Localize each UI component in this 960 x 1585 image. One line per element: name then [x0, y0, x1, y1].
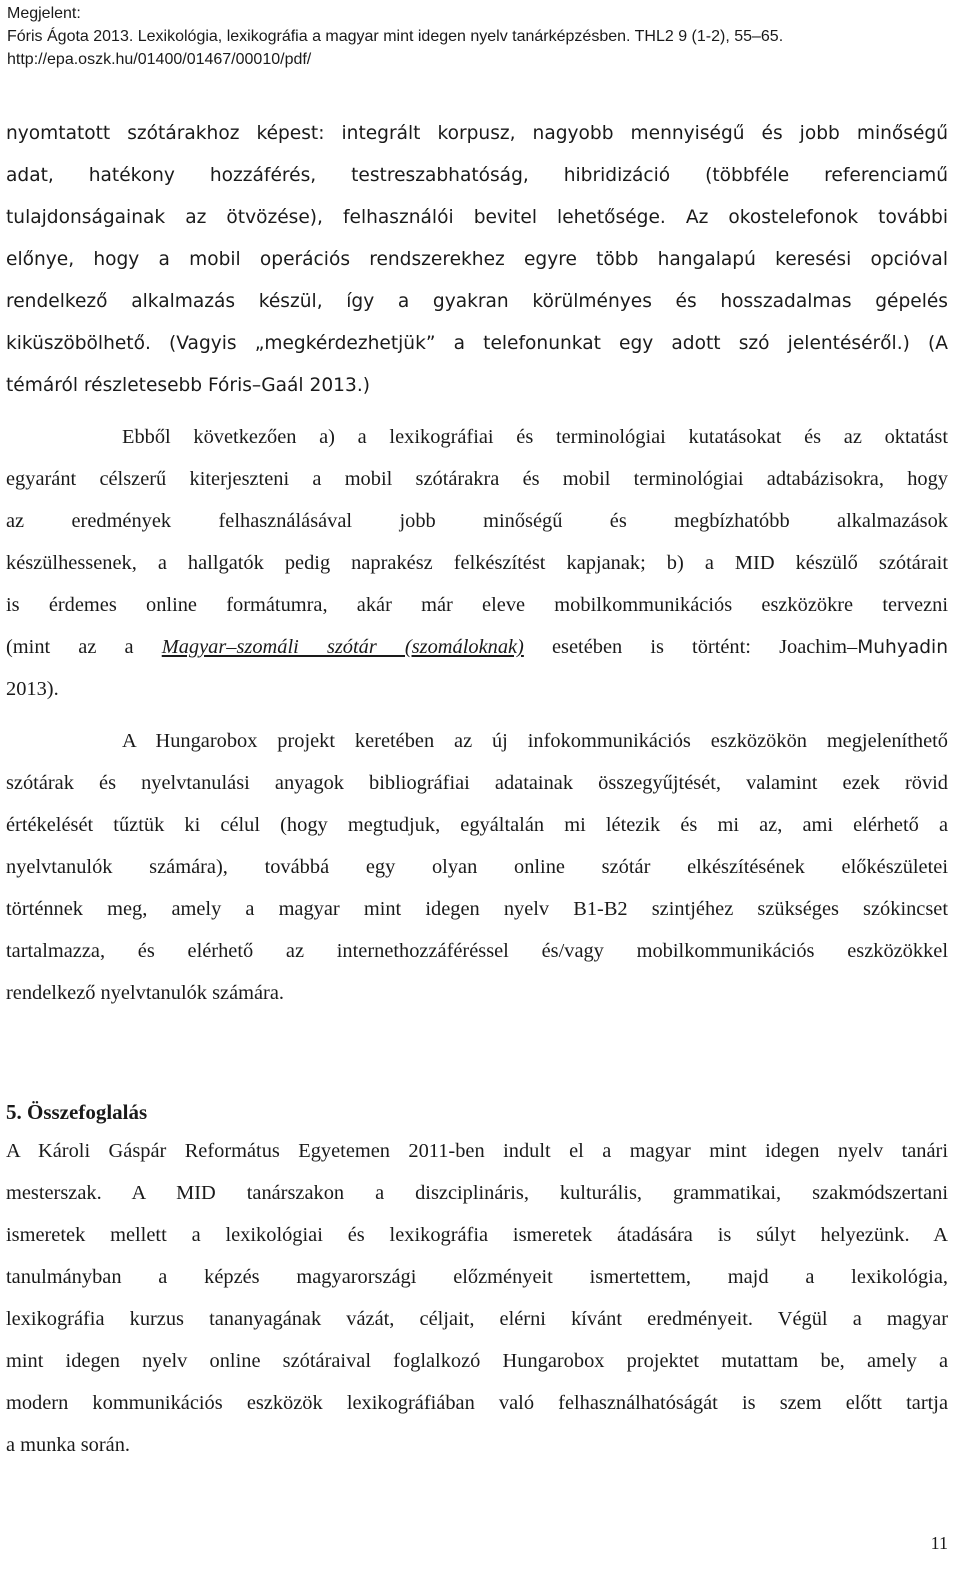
- text-line: témáról részletesebb Fóris–Gaál 2013.): [6, 375, 370, 396]
- paragraph-1: [6, 113, 948, 407]
- text-line: történnek meg, amely a magyar mint idegen nyelv B1-B2 szintjéhez szükséges szókincset: [6, 898, 948, 920]
- text-segment: esetében is történt: Joachim–: [523, 636, 858, 658]
- text-line: nyomtatott szótárakhoz képest: integrált korpusz, nagyobb mennyiségű és jobb minőségű: [6, 123, 948, 144]
- text-line: rendelkező alkalmazás készül, így a gyakran körülményes és hosszadalmas gépelés: [6, 291, 948, 312]
- text-line-with-title: [6, 626, 948, 668]
- text-line: tartalmazza, és elérhető az internethozzáféréssel és/vagy mobilkommunikációs eszközökkel: [6, 940, 948, 962]
- paragraph-4: [6, 1130, 948, 1466]
- dictionary-title: Magyar–szomáli szótár (szomáloknak): [161, 636, 524, 658]
- text-line: kiküszöbölhető. (Vagyis „megkérdezhetjük” a telefonunkat egy adott szó jelentéséről.) (A: [6, 333, 948, 354]
- text-line: Ebből következően a) a lexikográfiai és terminológiai kutatásokat és az oktatást: [122, 426, 948, 448]
- text-line: előnye, hogy a mobil operációs rendszerekhez egyre több hangalapú keresési opcióval: [6, 249, 948, 270]
- text-line: lexikográfia kurzus tananyagának vázát, céljait, elérni kívánt eredményeit. Végül a magyar: [6, 1308, 948, 1330]
- text-line: nyelvtanulók számára), továbbá egy olyan online szótár elkészítésének előkészületei: [6, 856, 948, 878]
- author-name: Muhyadin: [857, 637, 948, 658]
- section-title: Összefoglalás: [27, 1100, 148, 1124]
- text-line: szótárak és nyelvtanulási anyagok bibliográfiai adatainak összegyűjtését, valamint ezek rövid: [6, 772, 948, 794]
- header-published-label: Megjelent:: [7, 5, 81, 22]
- paragraph-3: [6, 720, 948, 1014]
- text-line: az eredmények felhasználásával jobb minőségű és megbízhatóbb alkalmazások: [6, 510, 948, 532]
- header-url[interactable]: http://epa.oszk.hu/01400/01467/00010/pdf/: [7, 51, 312, 68]
- text-line: a munka során.: [6, 1434, 131, 1456]
- text-line: rendelkező nyelvtanulók számára.: [6, 982, 284, 1004]
- text-segment: (mint az a: [6, 636, 162, 658]
- text-line: is érdemes online formátumra, akár már eleve mobilkommunikációs eszközökre tervezni: [6, 594, 948, 616]
- text-line: A Károli Gáspár Református Egyetemen 2011-ben indult el a magyar mint idegen nyelv tanári: [6, 1140, 948, 1162]
- header-citation: Fóris Ágota 2013. Lexikológia, lexikográfia a magyar mint idegen nyelv tanárképzésben. THL2 9 (1-2), 55–65.: [7, 28, 784, 45]
- section-heading: [6, 1100, 147, 1125]
- text-line: tanulmányban a képzés magyarországi előzményeit ismertettem, majd a lexikológia,: [6, 1266, 948, 1288]
- text-line: adat, hatékony hozzáférés, testreszabhatóság, hibridizáció (többféle referenciamű: [6, 165, 948, 186]
- paragraph-2: [6, 416, 948, 710]
- text-line: mesterszak. A MID tanárszakon a diszciplináris, kulturális, grammatikai, szakmódszertani: [6, 1182, 948, 1204]
- section-number: 5.: [6, 1100, 22, 1124]
- text-line: tulajdonságainak az ötvözése), felhasználói bevitel lehetősége. Az okostelefonok további: [6, 207, 948, 228]
- text-line: ismeretek mellett a lexikológiai és lexikográfia ismeretek átadására is súlyt helyezünk. A: [6, 1224, 948, 1246]
- text-line: mint idegen nyelv online szótáraival foglalkozó Hungarobox projektet mutattam be, amely a: [6, 1350, 948, 1372]
- page-number: 11: [930, 1533, 948, 1553]
- text-line: értékelését tűztük ki célul (hogy megtudjuk, egyáltalán mi létezik és mi az, ami elérhető a: [6, 814, 948, 836]
- text-line: 2013).: [6, 678, 59, 700]
- text-line: A Hungarobox projekt keretében az új infokommunikációs eszközökön megjeleníthető: [122, 730, 948, 752]
- text-line: egyaránt célszerű kiterjeszteni a mobil szótárakra és mobil terminológiai adtabázisokra, hogy: [6, 468, 948, 490]
- text-line: modern kommunikációs eszközök lexikográfiában való felhasználhatóságát is szem előtt tartja: [6, 1392, 948, 1414]
- citation-header: [7, 2, 783, 71]
- text-line: készülhessenek, a hallgatók pedig naprakész felkészítést kapjanak; b) a MID készülő szótárait: [6, 552, 948, 574]
